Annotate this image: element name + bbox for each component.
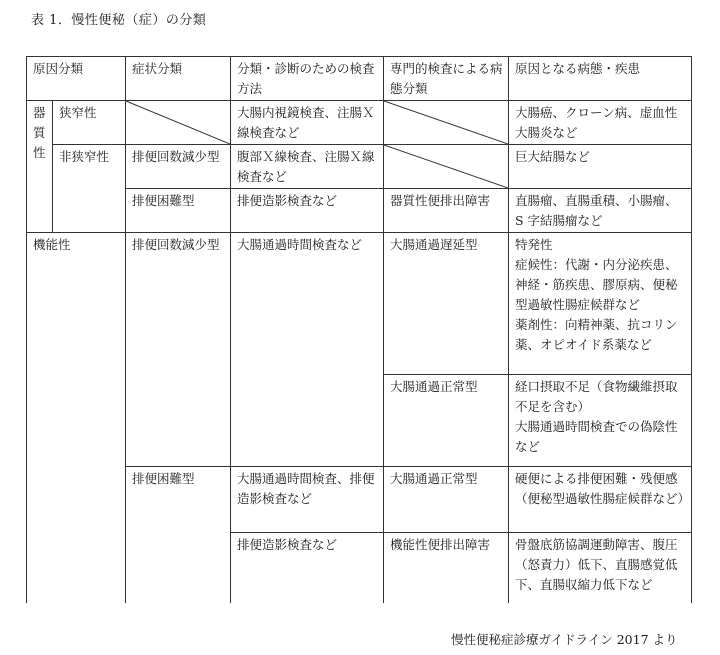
functional-freq-diagnosis: 大腸通過時間検査など xyxy=(231,233,384,467)
header-diagnosis: 分類・診断のための検査方法 xyxy=(231,57,384,101)
non-stenotic-difficult-disease: 直腸瘤、直腸重積、小腸瘤、S 字結腸瘤など xyxy=(509,189,692,233)
functional-difficult-disease-2: 骨盤底筋協調運動障害、腹圧（怒責力）低下、直腸感覚低下、直腸収縮力低下など xyxy=(509,533,692,603)
functional-difficult-symptom: 排便困難型 xyxy=(126,467,231,603)
table-row xyxy=(27,467,692,533)
table-row xyxy=(27,189,692,233)
slow-transit-idiopathic: 特発性 xyxy=(515,237,553,252)
non-stenotic-label: 非狭窄性 xyxy=(53,145,126,233)
stenotic-diagnosis: 大腸内視鏡検査、注腸Ｘ線検査など xyxy=(231,101,384,145)
non-stenotic-freq-diagnosis: 腹部Ｘ線検査、注腸Ｘ線検査など xyxy=(231,145,384,189)
functional-difficult-diagnosis-1: 大腸通過時間検査、排便造影検査など xyxy=(231,467,384,533)
slow-transit-disease xyxy=(509,233,692,375)
slow-transit-drug: 薬剤性：向精神薬、抗コリン薬、オピオイド系薬など xyxy=(515,317,678,352)
functional-difficult-disease-1: 硬便による排便困難・残便感（便秘型過敏性腸症候群など） xyxy=(509,467,692,533)
header-symptom: 症状分類 xyxy=(126,57,231,101)
slow-transit-type: 大腸通過遅延型 xyxy=(384,233,509,375)
stenotic-label: 狭窄性 xyxy=(53,101,126,145)
empty-diagonal-cell xyxy=(384,101,509,145)
non-stenotic-freq-disease: 巨大結腸など xyxy=(509,145,692,189)
normal-transit-false-negative: 大腸通過時間検査での偽陰性など xyxy=(515,419,678,454)
non-stenotic-difficult-diagnosis: 排便造影検査など xyxy=(231,189,384,233)
empty-diagonal-cell xyxy=(384,145,509,189)
constipation-classification-table xyxy=(26,56,692,603)
header-specialist: 専門的検査による病態分類 xyxy=(384,57,509,101)
header-row xyxy=(27,57,692,101)
header-cause: 原因分類 xyxy=(27,57,126,101)
header-disease: 原因となる病態・疾患 xyxy=(509,57,692,101)
table-row xyxy=(27,101,692,145)
non-stenotic-freq-symptom: 排便回数減少型 xyxy=(126,145,231,189)
normal-transit-type: 大腸通過正常型 xyxy=(384,375,509,467)
table-caption: 表 1．慢性便秘（症）の分類 xyxy=(31,13,207,28)
non-stenotic-difficult-symptom: 排便困難型 xyxy=(126,189,231,233)
functional-difficult-specialist-1: 大腸通過正常型 xyxy=(384,467,509,533)
table-row xyxy=(27,233,692,375)
functional-label: 機能性 xyxy=(27,233,126,603)
organic-group-label: 器 質 性 xyxy=(27,101,53,233)
functional-freq-symptom: 排便回数減少型 xyxy=(126,233,231,467)
table-source-note: 慢性便秘症診療ガイドライン 2017 より xyxy=(451,632,678,647)
non-stenotic-difficult-specialist: 器質性便排出障害 xyxy=(384,189,509,233)
empty-diagonal-cell xyxy=(126,101,231,145)
stenotic-disease: 大腸癌、クローン病、虚血性大腸炎など xyxy=(509,101,692,145)
slow-transit-symptomatic: 症候性：代謝・内分泌疾患、神経・筋疾患、膠原病、便秘型過敏性腸症候群など xyxy=(515,257,678,312)
normal-transit-intake: 経口摂取不足（食物繊維摂取不足を含む） xyxy=(515,379,678,414)
functional-difficult-diagnosis-2: 排便造影検査など xyxy=(231,533,384,603)
table-row xyxy=(27,145,692,189)
functional-difficult-specialist-2: 機能性便排出障害 xyxy=(384,533,509,603)
normal-transit-disease xyxy=(509,375,692,467)
